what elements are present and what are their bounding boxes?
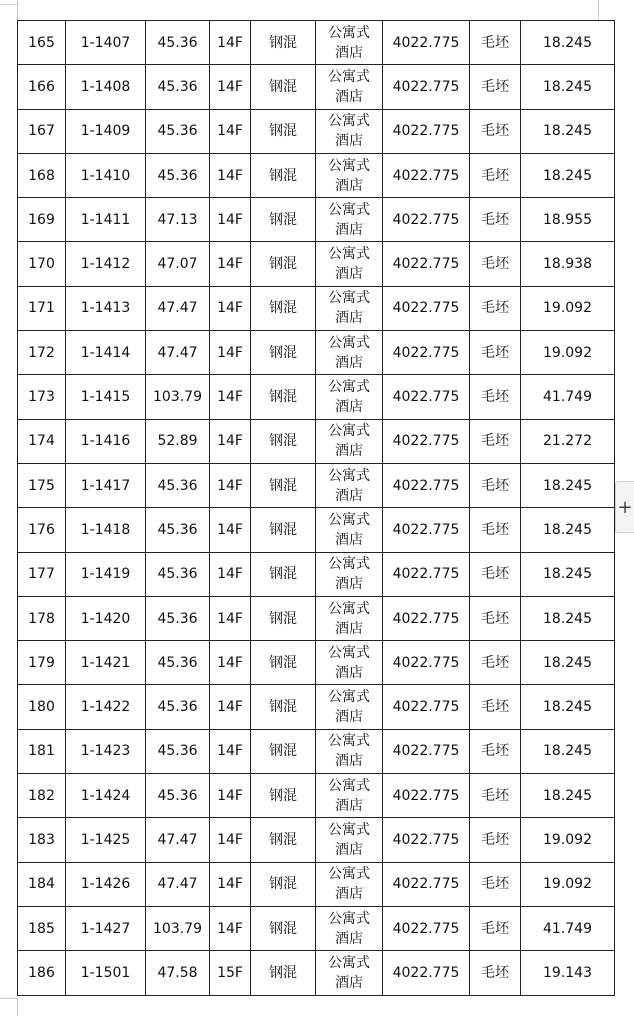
floor-cell: 14F xyxy=(210,862,251,906)
unit-price-cell: 4022.775 xyxy=(383,685,470,729)
floor-cell: 14F xyxy=(210,242,251,286)
row-number-cell: 186 xyxy=(18,951,66,995)
table-row xyxy=(18,331,615,375)
total-price-cell: 18.245 xyxy=(521,21,615,65)
usage-type-line: 酒店 xyxy=(335,310,363,327)
usage-type-cell xyxy=(316,906,383,950)
usage-type-cell xyxy=(316,242,383,286)
unit-price-cell: 4022.775 xyxy=(383,818,470,862)
room-number-cell: 1-1414 xyxy=(66,331,146,375)
usage-type-cell xyxy=(316,641,383,685)
structure-cell: 钢混 xyxy=(251,65,316,109)
usage-type-line: 公寓式 xyxy=(328,246,370,263)
structure-cell: 钢混 xyxy=(251,951,316,995)
floor-cell: 14F xyxy=(210,685,251,729)
area-cell: 45.36 xyxy=(146,65,210,109)
unit-price-cell: 4022.775 xyxy=(383,641,470,685)
table-row xyxy=(18,109,615,153)
unit-price-cell: 4022.775 xyxy=(383,109,470,153)
unit-price-cell: 4022.775 xyxy=(383,153,470,197)
row-number-cell: 184 xyxy=(18,862,66,906)
table-row xyxy=(18,286,615,330)
structure-cell: 钢混 xyxy=(251,818,316,862)
usage-type-cell xyxy=(316,286,383,330)
table-row xyxy=(18,862,615,906)
table-row xyxy=(18,906,615,950)
finish-cell: 毛坯 xyxy=(470,109,521,153)
structure-cell: 钢混 xyxy=(251,906,316,950)
usage-type-line: 酒店 xyxy=(335,576,363,593)
unit-price-cell: 4022.775 xyxy=(383,286,470,330)
usage-type-cell xyxy=(316,862,383,906)
unit-price-cell: 4022.775 xyxy=(383,862,470,906)
usage-type-line: 公寓式 xyxy=(328,556,370,573)
table-row xyxy=(18,596,615,640)
finish-cell: 毛坯 xyxy=(470,198,521,242)
page-margin-mark xyxy=(598,0,599,20)
usage-type-line: 公寓式 xyxy=(328,290,370,307)
total-price-cell: 18.245 xyxy=(521,641,615,685)
finish-cell: 毛坯 xyxy=(470,596,521,640)
unit-price-cell: 4022.775 xyxy=(383,375,470,419)
total-price-cell: 18.245 xyxy=(521,729,615,773)
usage-type-line: 公寓式 xyxy=(328,866,370,883)
floor-cell: 14F xyxy=(210,774,251,818)
floor-cell: 14F xyxy=(210,596,251,640)
usage-type-line: 酒店 xyxy=(335,266,363,283)
table-body xyxy=(18,21,615,996)
unit-price-cell: 4022.775 xyxy=(383,198,470,242)
usage-type-cell xyxy=(316,596,383,640)
finish-cell: 毛坯 xyxy=(470,641,521,685)
area-cell: 45.36 xyxy=(146,596,210,640)
finish-cell: 毛坯 xyxy=(470,331,521,375)
total-price-cell: 18.245 xyxy=(521,552,615,596)
structure-cell: 钢混 xyxy=(251,375,316,419)
row-number-cell: 171 xyxy=(18,286,66,330)
area-cell: 45.36 xyxy=(146,729,210,773)
row-number-cell: 172 xyxy=(18,331,66,375)
table-row xyxy=(18,818,615,862)
room-number-cell: 1-1501 xyxy=(66,951,146,995)
room-number-cell: 1-1426 xyxy=(66,862,146,906)
total-price-cell: 18.245 xyxy=(521,596,615,640)
unit-price-cell: 4022.775 xyxy=(383,463,470,507)
structure-cell: 钢混 xyxy=(251,286,316,330)
usage-type-cell xyxy=(316,685,383,729)
finish-cell: 毛坯 xyxy=(470,774,521,818)
finish-cell: 毛坯 xyxy=(470,463,521,507)
usage-type-line: 酒店 xyxy=(335,930,363,947)
total-price-cell: 21.272 xyxy=(521,419,615,463)
structure-cell: 钢混 xyxy=(251,641,316,685)
structure-cell: 钢混 xyxy=(251,21,316,65)
floor-cell: 15F xyxy=(210,951,251,995)
finish-cell: 毛坯 xyxy=(470,508,521,552)
area-cell: 45.36 xyxy=(146,552,210,596)
floor-cell: 14F xyxy=(210,419,251,463)
usage-type-cell xyxy=(316,198,383,242)
finish-cell: 毛坯 xyxy=(470,906,521,950)
floor-cell: 14F xyxy=(210,65,251,109)
usage-type-line: 公寓式 xyxy=(328,113,370,130)
usage-type-line: 酒店 xyxy=(335,221,363,238)
usage-type-cell xyxy=(316,774,383,818)
usage-type-cell xyxy=(316,951,383,995)
room-number-cell: 1-1412 xyxy=(66,242,146,286)
structure-cell: 钢混 xyxy=(251,109,316,153)
usage-type-line: 酒店 xyxy=(335,974,363,991)
total-price-cell: 18.245 xyxy=(521,109,615,153)
usage-type-line: 酒店 xyxy=(335,664,363,681)
room-number-cell: 1-1420 xyxy=(66,596,146,640)
usage-type-line: 酒店 xyxy=(335,487,363,504)
floor-cell: 14F xyxy=(210,153,251,197)
room-number-cell: 1-1422 xyxy=(66,685,146,729)
row-number-cell: 173 xyxy=(18,375,66,419)
room-number-cell: 1-1411 xyxy=(66,198,146,242)
finish-cell: 毛坯 xyxy=(470,419,521,463)
usage-type-line: 酒店 xyxy=(335,531,363,548)
finish-cell: 毛坯 xyxy=(470,862,521,906)
row-number-cell: 181 xyxy=(18,729,66,773)
total-price-cell: 18.245 xyxy=(521,685,615,729)
room-number-cell: 1-1413 xyxy=(66,286,146,330)
usage-type-line: 酒店 xyxy=(335,753,363,770)
usage-type-line: 酒店 xyxy=(335,620,363,637)
finish-cell: 毛坯 xyxy=(470,552,521,596)
usage-type-cell xyxy=(316,508,383,552)
unit-price-cell: 4022.775 xyxy=(383,508,470,552)
floor-cell: 14F xyxy=(210,109,251,153)
row-number-cell: 177 xyxy=(18,552,66,596)
unit-price-cell: 4022.775 xyxy=(383,951,470,995)
row-number-cell: 178 xyxy=(18,596,66,640)
usage-type-cell xyxy=(316,21,383,65)
table-row xyxy=(18,552,615,596)
row-number-cell: 183 xyxy=(18,818,66,862)
usage-type-cell xyxy=(316,419,383,463)
usage-type-line: 酒店 xyxy=(335,354,363,371)
usage-type-line: 酒店 xyxy=(335,177,363,194)
structure-cell: 钢混 xyxy=(251,685,316,729)
usage-type-cell xyxy=(316,153,383,197)
plus-icon: + xyxy=(617,496,633,518)
unit-price-cell: 4022.775 xyxy=(383,419,470,463)
room-number-cell: 1-1423 xyxy=(66,729,146,773)
usage-type-line: 酒店 xyxy=(335,44,363,61)
usage-type-cell xyxy=(316,729,383,773)
unit-price-cell: 4022.775 xyxy=(383,552,470,596)
total-price-cell: 18.245 xyxy=(521,463,615,507)
area-cell: 45.36 xyxy=(146,109,210,153)
total-price-cell: 19.092 xyxy=(521,818,615,862)
total-price-cell: 19.143 xyxy=(521,951,615,995)
area-cell: 47.58 xyxy=(146,951,210,995)
area-cell: 52.89 xyxy=(146,419,210,463)
floor-cell: 14F xyxy=(210,729,251,773)
area-cell: 47.47 xyxy=(146,331,210,375)
table-row xyxy=(18,242,615,286)
structure-cell: 钢混 xyxy=(251,198,316,242)
total-price-cell: 18.955 xyxy=(521,198,615,242)
floor-cell: 14F xyxy=(210,331,251,375)
room-number-cell: 1-1418 xyxy=(66,508,146,552)
total-price-cell: 19.092 xyxy=(521,286,615,330)
usage-type-cell xyxy=(316,109,383,153)
page-margin-mark xyxy=(17,0,18,20)
table-row xyxy=(18,508,615,552)
unit-price-cell: 4022.775 xyxy=(383,906,470,950)
row-number-cell: 165 xyxy=(18,21,66,65)
area-cell: 45.36 xyxy=(146,774,210,818)
area-cell: 47.47 xyxy=(146,862,210,906)
area-cell: 45.36 xyxy=(146,685,210,729)
row-number-cell: 182 xyxy=(18,774,66,818)
usage-type-line: 酒店 xyxy=(335,88,363,105)
floor-cell: 14F xyxy=(210,906,251,950)
usage-type-line: 公寓式 xyxy=(328,644,370,661)
room-number-cell: 1-1415 xyxy=(66,375,146,419)
structure-cell: 钢混 xyxy=(251,729,316,773)
usage-type-line: 公寓式 xyxy=(328,600,370,617)
area-cell: 103.79 xyxy=(146,375,210,419)
page-margin-mark xyxy=(0,4,17,5)
table-row xyxy=(18,951,615,995)
row-number-cell: 167 xyxy=(18,109,66,153)
unit-price-cell: 4022.775 xyxy=(383,729,470,773)
usage-type-cell xyxy=(316,375,383,419)
usage-type-line: 公寓式 xyxy=(328,910,370,927)
finish-cell: 毛坯 xyxy=(470,729,521,773)
usage-type-line: 公寓式 xyxy=(328,68,370,85)
usage-type-line: 公寓式 xyxy=(328,157,370,174)
row-number-cell: 176 xyxy=(18,508,66,552)
structure-cell: 钢混 xyxy=(251,552,316,596)
floor-cell: 14F xyxy=(210,198,251,242)
structure-cell: 钢混 xyxy=(251,463,316,507)
structure-cell: 钢混 xyxy=(251,862,316,906)
usage-type-line: 公寓式 xyxy=(328,423,370,440)
unit-price-cell: 4022.775 xyxy=(383,774,470,818)
floor-cell: 14F xyxy=(210,286,251,330)
floor-cell: 14F xyxy=(210,552,251,596)
table-row xyxy=(18,463,615,507)
table-row xyxy=(18,641,615,685)
room-number-cell: 1-1425 xyxy=(66,818,146,862)
floor-cell: 14F xyxy=(210,375,251,419)
table-row xyxy=(18,65,615,109)
area-cell: 47.07 xyxy=(146,242,210,286)
table-row xyxy=(18,21,615,65)
row-number-cell: 180 xyxy=(18,685,66,729)
finish-cell: 毛坯 xyxy=(470,65,521,109)
usage-type-line: 公寓式 xyxy=(328,689,370,706)
usage-type-cell xyxy=(316,331,383,375)
unit-price-cell: 4022.775 xyxy=(383,65,470,109)
usage-type-line: 公寓式 xyxy=(328,24,370,41)
total-price-cell: 18.245 xyxy=(521,774,615,818)
usage-type-line: 酒店 xyxy=(335,443,363,460)
area-cell: 45.36 xyxy=(146,508,210,552)
room-number-cell: 1-1409 xyxy=(66,109,146,153)
page-margin-mark xyxy=(0,998,17,999)
finish-cell: 毛坯 xyxy=(470,153,521,197)
total-price-cell: 41.749 xyxy=(521,375,615,419)
row-number-cell: 174 xyxy=(18,419,66,463)
usage-type-line: 酒店 xyxy=(335,886,363,903)
usage-type-line: 酒店 xyxy=(335,133,363,150)
total-price-cell: 41.749 xyxy=(521,906,615,950)
room-number-cell: 1-1407 xyxy=(66,21,146,65)
finish-cell: 毛坯 xyxy=(470,242,521,286)
unit-price-cell: 4022.775 xyxy=(383,596,470,640)
room-number-cell: 1-1408 xyxy=(66,65,146,109)
finish-cell: 毛坯 xyxy=(470,818,521,862)
finish-cell: 毛坯 xyxy=(470,685,521,729)
table-row xyxy=(18,729,615,773)
unit-price-cell: 4022.775 xyxy=(383,331,470,375)
structure-cell: 钢混 xyxy=(251,774,316,818)
usage-type-line: 公寓式 xyxy=(328,467,370,484)
total-price-cell: 19.092 xyxy=(521,862,615,906)
usage-type-cell xyxy=(316,65,383,109)
finish-cell: 毛坯 xyxy=(470,951,521,995)
usage-type-line: 公寓式 xyxy=(328,733,370,750)
area-cell: 45.36 xyxy=(146,153,210,197)
floor-cell: 14F xyxy=(210,508,251,552)
table-row xyxy=(18,375,615,419)
usage-type-line: 公寓式 xyxy=(328,954,370,971)
floor-cell: 14F xyxy=(210,818,251,862)
area-cell: 45.36 xyxy=(146,463,210,507)
floor-cell: 14F xyxy=(210,641,251,685)
usage-type-line: 公寓式 xyxy=(328,334,370,351)
table-row xyxy=(18,774,615,818)
total-price-cell: 18.938 xyxy=(521,242,615,286)
total-price-cell: 18.245 xyxy=(521,153,615,197)
room-number-cell: 1-1424 xyxy=(66,774,146,818)
structure-cell: 钢混 xyxy=(251,596,316,640)
structure-cell: 钢混 xyxy=(251,331,316,375)
structure-cell: 钢混 xyxy=(251,153,316,197)
usage-type-line: 酒店 xyxy=(335,399,363,416)
structure-cell: 钢混 xyxy=(251,508,316,552)
row-number-cell: 166 xyxy=(18,65,66,109)
total-price-cell: 18.245 xyxy=(521,508,615,552)
room-number-cell: 1-1419 xyxy=(66,552,146,596)
floor-cell: 14F xyxy=(210,463,251,507)
usage-type-line: 酒店 xyxy=(335,797,363,814)
row-number-cell: 169 xyxy=(18,198,66,242)
usage-type-line: 酒店 xyxy=(335,841,363,858)
usage-type-cell xyxy=(316,552,383,596)
area-cell: 45.36 xyxy=(146,21,210,65)
row-number-cell: 170 xyxy=(18,242,66,286)
table-row xyxy=(18,153,615,197)
total-price-cell: 18.245 xyxy=(521,65,615,109)
finish-cell: 毛坯 xyxy=(470,375,521,419)
usage-type-cell xyxy=(316,818,383,862)
add-row-button[interactable] xyxy=(615,481,634,533)
table-row xyxy=(18,198,615,242)
finish-cell: 毛坯 xyxy=(470,286,521,330)
floor-cell: 14F xyxy=(210,21,251,65)
area-cell: 45.36 xyxy=(146,641,210,685)
total-price-cell: 19.092 xyxy=(521,331,615,375)
row-number-cell: 168 xyxy=(18,153,66,197)
usage-type-line: 公寓式 xyxy=(328,379,370,396)
row-number-cell: 175 xyxy=(18,463,66,507)
page-margin-mark xyxy=(17,998,18,1016)
unit-price-cell: 4022.775 xyxy=(383,21,470,65)
usage-type-line: 酒店 xyxy=(335,709,363,726)
room-number-cell: 1-1410 xyxy=(66,153,146,197)
usage-type-line: 公寓式 xyxy=(328,201,370,218)
table-row xyxy=(18,685,615,729)
structure-cell: 钢混 xyxy=(251,419,316,463)
area-cell: 103.79 xyxy=(146,906,210,950)
room-number-cell: 1-1427 xyxy=(66,906,146,950)
area-cell: 47.13 xyxy=(146,198,210,242)
usage-type-line: 公寓式 xyxy=(328,777,370,794)
row-number-cell: 179 xyxy=(18,641,66,685)
room-number-cell: 1-1416 xyxy=(66,419,146,463)
row-number-cell: 185 xyxy=(18,906,66,950)
property-table xyxy=(17,20,615,996)
room-number-cell: 1-1417 xyxy=(66,463,146,507)
area-cell: 47.47 xyxy=(146,286,210,330)
usage-type-line: 公寓式 xyxy=(328,821,370,838)
area-cell: 47.47 xyxy=(146,818,210,862)
unit-price-cell: 4022.775 xyxy=(383,242,470,286)
usage-type-line: 公寓式 xyxy=(328,511,370,528)
table-row xyxy=(18,419,615,463)
usage-type-cell xyxy=(316,463,383,507)
room-number-cell: 1-1421 xyxy=(66,641,146,685)
structure-cell: 钢混 xyxy=(251,242,316,286)
finish-cell: 毛坯 xyxy=(470,21,521,65)
